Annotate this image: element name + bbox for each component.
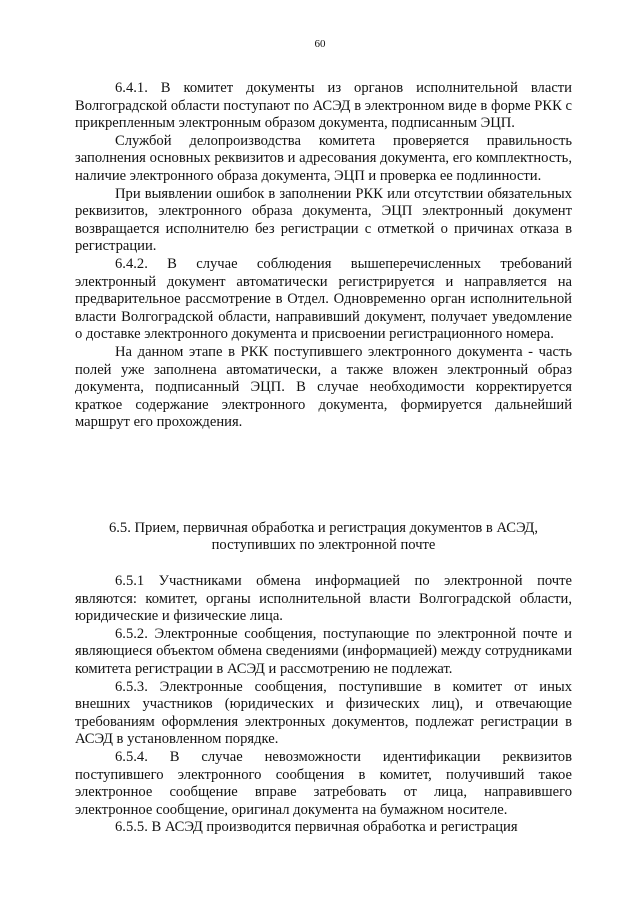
paragraph-6-5-3: 6.5.3. Электронные сообщения, поступившие в комитет от иных внешних участников (юридических и физических лиц), и отвечающие требованиям оформления электронных документов, подлежат регистрации в АСЭД в установленном порядке.: [75, 678, 572, 748]
spacer: [75, 432, 572, 520]
paragraph-stage: На данном этапе в РКК поступившего электронного документа - часть полей уже заполнена автоматически, а также вложен электронный образ документа, подписанный ЭЦП. В случае необходимости корректируется краткое содержание электронного документа, формируется дальнейший маршрут его прохождения.: [75, 343, 572, 431]
paragraph-6-5-5: 6.5.5. В АСЭД производится первичная обработка и регистрация: [115, 819, 518, 836]
section-heading-6-5: [75, 520, 572, 555]
paragraph-6-4-1: 6.4.1. В комитет документы из органов исполнительной власти Волгоградской области поступают по АСЭД в электронном виде в форме РКК с прикрепленным электронным образом документа, подписанным ЭЦП.: [75, 80, 572, 132]
paragraph-6-5-1: 6.5.1 Участниками обмена информацией по электронной почте являются: комитет, органы исполнительной власти Волгоградской области, юридические и физические лица.: [75, 573, 572, 625]
section-heading-line-1: 6.5. Прием, первичная обработка и регистрация документов в АСЭД,: [108, 519, 539, 536]
document-body: [75, 80, 572, 837]
paragraph-6-4-2: 6.4.2. В случае соблюдения вышеперечисленных требований электронный документ автоматически регистрируется и направляется на предварительное рассмотрение в Отдел. Одновременно орган исполнительной власти Волгоградской области, направивший документ, получает уведомление о доставке электронного документа и присвоении регистрационного номера.: [75, 255, 572, 343]
paragraph-errors: При выявлении ошибок в заполнении РКК или отсутствии обязательных реквизитов, электронного образа документа, ЭЦП электронный документ возвращается исполнителю без регистрации с отметкой о причинах отказа в регистрации.: [75, 185, 572, 255]
spacer: [75, 555, 572, 573]
paragraph-6-5-2: 6.5.2. Электронные сообщения, поступающие по электронной почте и являющиеся объектом обмена сведениями (информацией) между сотрудниками комитета регистрации в АСЭД и рассмотрению не подлежат.: [75, 625, 572, 678]
paragraph-6-5-4: 6.5.4. В случае невозможности идентификации реквизитов поступившего электронного сообщения в комитет, получивший такое электронное сообщение вправе затребовать от лица, направившего электронное сообщение, оригинал документа на бумажном носителе.: [75, 749, 572, 818]
section-heading-line-2: поступивших по электронной почте: [211, 537, 436, 554]
paragraph-checking: Службой делопроизводства комитета проверяется правильность заполнения основных реквизитов и адресования документа, его комплектность, наличие электронного образа документа, ЭЦП и проверка ее подлинности.: [75, 132, 572, 184]
page-number: 60: [314, 38, 326, 50]
